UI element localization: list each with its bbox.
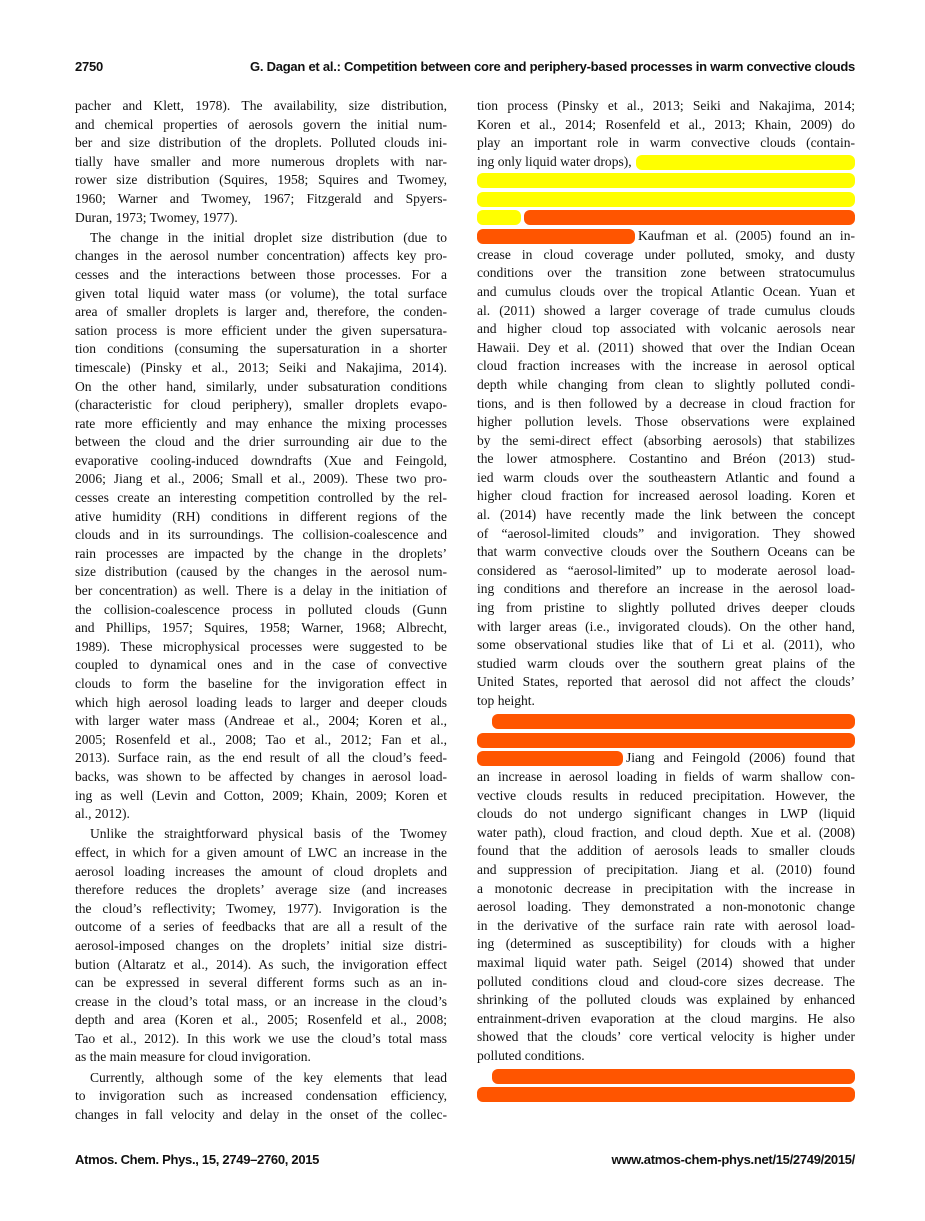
text-line: and cumulus clouds over the tropical Atlantic Ocean. Yuan et	[477, 283, 855, 299]
text-line: ative humidity (RH) conditions in different regions of the	[75, 508, 447, 524]
text-line: top height.	[477, 693, 535, 708]
running-title: G. Dagan et al.: Competition between core and periphery-based processes in warm convective clouds	[250, 59, 855, 74]
paragraph	[75, 825, 447, 1067]
text-line: ing (determined as susceptibility) for clouds with a higher	[477, 936, 855, 952]
text-line: Tao et al., 2012). In this work we use the cloud’s total mass	[75, 1030, 447, 1046]
text-line: The change in the initial droplet size distribution (due to	[90, 229, 447, 245]
journal-citation: Atmos. Chem. Phys., 15, 2749–2760, 2015	[75, 1152, 320, 1167]
text-line: found that the addition of aerosols leads to smaller clouds	[477, 843, 855, 859]
page-number: 2750	[75, 59, 103, 74]
text-line: given total liquid water mass (or volume), the total surface	[75, 285, 447, 301]
paragraph	[477, 97, 855, 711]
text-line: tially have smaller and more numerous droplets with nar-	[75, 153, 447, 169]
text-line: changes in the aerosol number concentration) affects key pro-	[75, 248, 447, 264]
right-column	[477, 97, 855, 1106]
text-line: maximal liquid water path. Seigel (2014) showed that under	[477, 954, 855, 970]
text-line: a monotonic decrease in precipitation with the increase in	[477, 880, 855, 896]
text-line: 2005; Rosenfeld et al., 2008; Tao et al., 2012; Fan et al.,	[75, 731, 447, 747]
text-line: crease in cloud coverage under polluted, smoky, and dusty	[477, 246, 855, 262]
text-line: and Phillips, 1957; Squires, 1958; Warner, 1968; Albrecht,	[75, 620, 447, 636]
text-line: al. (2014) have recently made the link between the concept	[477, 507, 855, 523]
text-line: polluted conditions.	[477, 1047, 585, 1063]
text-line: tion process (Pinsky et al., 2013; Seiki and Nakajima, 2014;	[477, 98, 855, 113]
redaction-highlight	[477, 192, 855, 207]
text-line: ing as well (Levin and Cotton, 2009; Khain, 2009; Koren et	[75, 787, 447, 803]
text-line	[477, 1086, 855, 1105]
text-line: aerosol loading increases the amount of cloud droplets and	[75, 863, 447, 879]
journal-url[interactable]: www.atmos-chem-phys.net/15/2749/2015/	[611, 1152, 855, 1167]
text-line: backs, was shown to be affected by changes in aerosol load-	[75, 768, 447, 784]
text-line: considered as “aerosol-limited” up to moderate aerosol load-	[477, 562, 855, 578]
text-line: timescale) (Pinsky et al., 2013; Seiki and Nakajima, 2014).	[75, 359, 447, 375]
redaction-highlight	[524, 210, 855, 225]
text-line: that warm convective clouds over the Southern Oceans can be	[477, 544, 855, 560]
text-line	[477, 1067, 855, 1086]
text-line: in the derivative of the surface rain rate with aerosol load-	[477, 917, 855, 933]
text-line: which high aerosol loading leads to larger and deeper clouds	[75, 694, 447, 710]
paragraph	[477, 1067, 855, 1104]
text-line: and higher cloud top associated with volcanic aerosols near	[477, 321, 855, 337]
redaction-highlight	[477, 733, 855, 748]
text-line: rate more efficiently and may enhance the mixing processes	[75, 415, 447, 431]
text-line: al. (2011) showed a larger coverage of trade cumulus clouds	[477, 302, 855, 318]
paragraph	[75, 97, 447, 227]
text-line: and suppression of precipitation. Jiang et al. (2010) found	[477, 861, 855, 877]
text-line: changes in fall velocity and delay in the onset of the collec-	[75, 1106, 447, 1122]
text-line: by the semi-direct effect (absorbing aerosols) that stabilizes	[477, 432, 855, 448]
text-line: clouds to form the baseline for the invigoration effect in	[75, 676, 447, 691]
text-line: (characteristic for cloud periphery), smaller droplets evapo-	[75, 397, 447, 413]
text-line: effect, in which for a given amount of LWC an increase in the	[75, 844, 447, 860]
text-segment: Kaufman et al. (2005) found an in-	[638, 228, 855, 244]
text-line: with larger areas (i.e., invigorated clouds). On the other hand,	[477, 618, 855, 634]
redaction-highlight	[492, 1069, 855, 1084]
text-line: 1960; Warner and Twomey, 1967; Fitzgerald and Spyers-	[75, 190, 447, 206]
text-line	[477, 153, 855, 172]
text-line: crease in the cloud’s total mass, or an increase in the cloud’s	[75, 993, 447, 1009]
text-line: outcome of a series of feedbacks that are all a result of the	[75, 919, 447, 935]
text-line: conditions over the transition zone between stratocumulus	[477, 265, 855, 281]
text-line: entrainment-driven evaporation at the cloud margins. He also	[477, 1010, 855, 1026]
text-line: shrinking of the polluted clouds was explained by enhanced	[477, 992, 855, 1008]
text-line: Hawaii. Dey et al. (2011) showed that over the Indian Ocean	[477, 339, 855, 355]
redaction-highlight	[492, 714, 855, 729]
text-line: ing conditions and therefore an increase in the aerosol load-	[477, 581, 855, 597]
text-line: the lower atmosphere. Costantino and Bréon (2013) stud-	[477, 451, 855, 467]
text-line: pacher and Klett, 1978). The availability, size distribution,	[75, 98, 447, 113]
text-line: between the cloud and the drier surrounding air due to the	[75, 434, 447, 450]
text-line: 2006; Jiang et al., 2006; Small et al., 2009). These two pro-	[75, 471, 447, 487]
text-line: aerosol loading. They demonstrated a non-monotonic change	[477, 899, 855, 915]
text-line	[477, 171, 855, 190]
text-line: Currently, although some of the key elements that lead	[90, 1069, 447, 1085]
text-line: higher cloud fraction for increased aerosol loading. Koren et	[477, 488, 855, 504]
text-line: the collision-coalescence process in polluted clouds (Gunn	[75, 601, 447, 617]
text-line: cesses and the interactions between those processes. For a	[75, 266, 447, 282]
text-line: sation process is more efficient under the given supersatura-	[75, 322, 447, 338]
redaction-highlight	[636, 155, 855, 170]
text-line	[477, 712, 855, 731]
text-line: Duran, 1973; Twomey, 1977).	[75, 209, 238, 225]
text-line: rain processes are impacted by the change in the droplets’	[75, 545, 447, 561]
text-line: United States, reported that aerosol did not affect the clouds’	[477, 674, 855, 690]
text-line: Unlike the straightforward physical basis of the Twomey	[90, 826, 447, 842]
text-line: an increase in aerosol loading in fields of warm shallow con-	[477, 768, 855, 784]
text-line: bution (Altaratz et al., 2014). As such, the invigoration effect	[75, 956, 447, 972]
text-line: depth and area (Koren et al., 2005; Rosenfeld et al., 2008;	[75, 1012, 447, 1028]
text-line: depth while changing from clean to slightly polluted condi-	[477, 376, 855, 392]
text-line: studied warm clouds over the southern great plains of the	[477, 655, 855, 671]
text-line: water path), cloud fraction, and cloud depth. Xue et al. (2008)	[477, 824, 855, 840]
text-line: ber and size distribution of the droplets. Polluted clouds ini-	[75, 135, 447, 151]
text-line: On the other hand, similarly, under subsaturation conditions	[75, 378, 447, 394]
text-line: as the main measure for cloud invigoration.	[75, 1049, 311, 1065]
paragraph	[477, 712, 855, 1065]
text-line	[477, 749, 855, 768]
text-line: cesses create an interesting competition controlled by the rel-	[75, 490, 447, 506]
text-line: higher pollution levels. Those observations were explained	[477, 414, 855, 430]
text-line: of “aerosol-limited clouds” and invigoration. They showed	[477, 525, 855, 541]
text-line: tion conditions (consuming the supersaturation in a shorter	[75, 341, 447, 357]
text-line: Koren et al., 2014; Rosenfeld et al., 2013; Khain, 2009) do	[477, 116, 855, 132]
text-line: showed that the clouds’ core vertical velocity is higher under	[477, 1029, 855, 1045]
redaction-highlight	[477, 229, 635, 244]
left-column	[75, 97, 447, 1126]
redaction-highlight	[477, 210, 521, 225]
text-line: polluted conditions cloud and cloud-core sizes decrease. The	[477, 973, 855, 989]
text-line: ied warm clouds over the southeastern Atlantic and found a	[477, 469, 855, 485]
text-line: therefore reduces the droplets’ average size (and increases	[75, 882, 447, 898]
paragraph	[75, 1069, 447, 1125]
redaction-highlight	[477, 751, 623, 766]
text-line: play an important role in warm convective clouds (contain-	[477, 135, 855, 151]
text-line: rower size distribution (Squires, 1958; Squires and Twomey,	[75, 172, 447, 188]
text-line: clouds and in its surroundings. The collision-coalescence and	[75, 527, 447, 543]
text-line: the cloud’s reflectivity; Twomey, 1977). Invigoration is the	[75, 900, 447, 916]
text-line: size distribution (caused by the changes in the aerosol num-	[75, 564, 447, 580]
redaction-highlight	[477, 1087, 855, 1102]
text-line: vective clouds results in reduced precipitation. However, the	[477, 787, 855, 803]
text-segment: Jiang and Feingold (2006) found that	[626, 750, 855, 766]
text-line: 2013). Surface rain, as the end result of all the cloud’s feed-	[75, 750, 447, 766]
text-line: and chemical properties of aerosols govern the initial num-	[75, 116, 447, 132]
text-line: with larger water mass (Andreae et al., 2004; Koren et al.,	[75, 713, 447, 729]
redaction-highlight	[477, 173, 855, 188]
text-line	[477, 190, 855, 209]
text-line: area of smaller droplets is larger and, therefore, the conden-	[75, 304, 447, 320]
text-line	[477, 209, 855, 228]
text-line: ing from pristine to slightly polluted drives deeper clouds	[477, 600, 855, 616]
text-line: clouds do not undergo significant changes in LWP (liquid	[477, 806, 855, 822]
text-line: some observational studies like that of Li et al. (2011), who	[477, 637, 855, 653]
paragraph	[75, 229, 447, 824]
text-segment: ing only liquid water drops),	[477, 153, 632, 169]
text-line: 1989). These microphysical processes were suggested to be	[75, 638, 447, 654]
text-line	[477, 731, 855, 750]
text-line: ber concentration) as well. There is a delay in the initiation of	[75, 583, 447, 599]
text-line	[477, 227, 855, 246]
text-line: coupled to dynamical ones and in the case of convective	[75, 657, 447, 673]
text-line: cloud fraction increases with the increase in aerosol optical	[477, 358, 855, 374]
text-line: aerosol-imposed changes on the droplets’ initial size distri-	[75, 937, 447, 953]
text-line: al., 2012).	[75, 806, 130, 822]
text-line: evaporative cooling-induced downdrafts (Xue and Feingold,	[75, 452, 447, 468]
text-line: tions, and is then followed by a decrease in cloud fraction for	[477, 395, 855, 411]
text-line: to invigoration such as increased condensation efficiency,	[75, 1088, 447, 1104]
text-line: can be expressed in several different forms such as an in-	[75, 975, 447, 991]
